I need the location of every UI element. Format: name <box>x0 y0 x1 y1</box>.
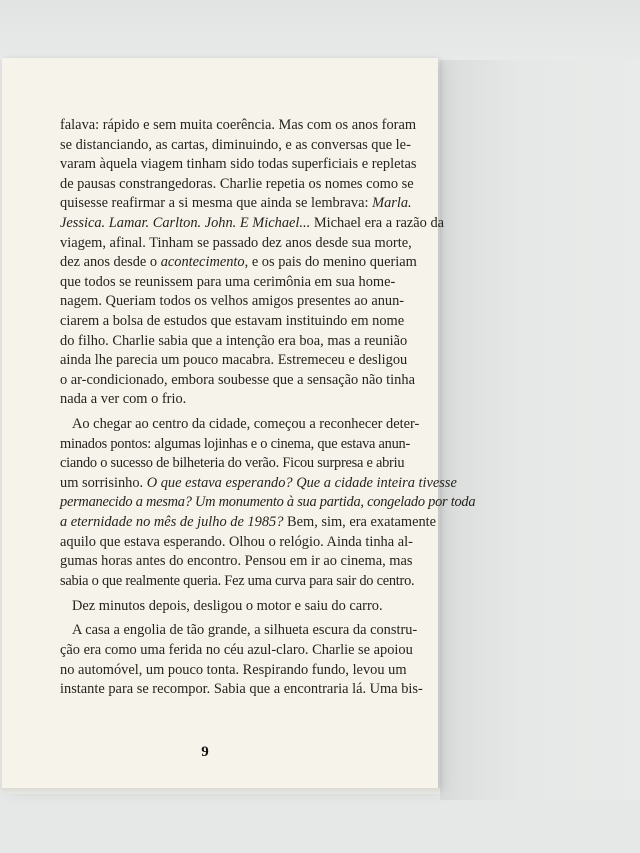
text-line: falava: rápido e sem muita coerência. Mas com os anos foram <box>60 117 417 133</box>
text-line: sabia o que realmente queria. Fez uma curva para sair do centro. <box>60 572 415 589</box>
text-line: ciarem a bolsa de estudos que estavam instituindo em nome <box>60 312 405 329</box>
text-line: aquilo que estava esperando. Olhou o relógio. Ainda tinha al- <box>60 533 413 550</box>
text-line: varam àquela viagem tinham sido todas superficiais e repletas <box>60 156 417 173</box>
italic-text: Marla. <box>372 195 412 212</box>
italic-text: permanecido a mesma? Um monumento à sua partida, congelado por toda <box>60 494 476 511</box>
text-line: que todos se reunissem para uma cerimônia em sua home- <box>60 273 396 290</box>
italic-text: Jessica. Lamar. Carlton. John. E Michael... <box>60 214 311 231</box>
text-line: Jessica. Lamar. Carlton. John. E Michael... Michael era a razão da <box>60 214 445 231</box>
page-number: 9 <box>201 744 209 760</box>
text-line: ainda lhe parecia um pouco macabra. Estremeceu e desligou <box>60 352 408 369</box>
text-line: nada a ver com o frio. <box>60 391 187 408</box>
text-line: ciando o sucesso de bilheteria do verão. Ficou surpresa e abriu <box>60 455 405 472</box>
text-line: instante para se recompor. Sabia que a encontraria lá. Uma bis- <box>60 681 423 698</box>
body-text <box>60 116 476 700</box>
text-line: ção era como uma ferida no céu azul-claro. Charlie se apoiou <box>60 642 413 658</box>
italic-text: acontecimento <box>160 254 245 271</box>
text-line: de pausas constrangedoras. Charlie repetia os nomes como se <box>60 175 414 192</box>
text-line: um sorrisinho. O que estava esperando? Que a cidade inteira tivesse <box>60 474 457 491</box>
background-top <box>0 0 640 60</box>
text-line: viagem, afinal. Tinham se passado dez anos desde sua morte, <box>60 234 412 251</box>
text-line: Ao chegar ao centro da cidade, começou a reconhecer deter- <box>72 416 420 433</box>
text-line: no automóvel, um pouco tonta. Respirando fundo, levou um <box>60 661 407 678</box>
italic-text: O que estava esperando? Que a cidade inteira tivesse <box>146 474 457 491</box>
text-line <box>60 493 476 513</box>
text-line: Dez minutos depois, desligou o motor e saiu do carro. <box>72 597 383 614</box>
text-line: nagem. Queriam todos os velhos amigos presentes ao anun- <box>60 293 405 310</box>
page-edge <box>2 788 440 794</box>
text-line: gumas horas antes do encontro. Pensou em ir ao cinema, mas <box>60 553 413 570</box>
text-line: a eternidade no mês de julho de 1985? Bem, sim, era exatamente <box>60 514 437 531</box>
text-line: A casa a engolia de tão grande, a silhueta escura da constru- <box>72 622 418 639</box>
text-line: do filho. Charlie sabia que a intenção era boa, mas a reunião <box>60 332 408 349</box>
italic-text: a eternidade no mês de julho de 1985? <box>60 514 284 531</box>
background-right <box>440 60 640 800</box>
text-line: dez anos desde o acontecimento, e os pais do menino queriam <box>60 254 417 271</box>
text-line: minados pontos: algumas lojinhas e o cinema, que estava anun- <box>60 435 411 452</box>
text-line: quisesse reafirmar a si mesma que ainda se lembrava: Marla. <box>60 195 412 212</box>
text-line: o ar-condicionado, embora soubesse que a sensação não tinha <box>60 371 415 388</box>
text-line: se distanciando, as cartas, diminuindo, e as conversas que le- <box>60 136 411 153</box>
